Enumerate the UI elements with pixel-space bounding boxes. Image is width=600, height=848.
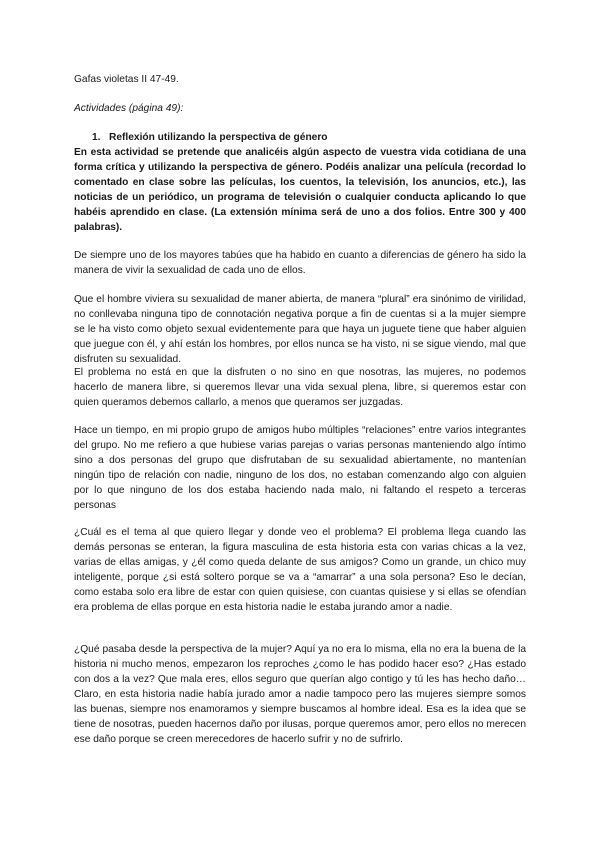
paragraph-3: El problema no está en que la disfruten o no sino en que nosotras, las mujeres, no podemos hacerlo de manera libre, si queremos llevar una vida sexual plena, libre, si queremos estar con quien queramos debemos callarlo, a menos que queramos ser juzgadas. bbox=[74, 367, 526, 408]
activity-number: 1. bbox=[92, 132, 101, 143]
document-title: Gafas violetas II 47-49. bbox=[74, 74, 179, 85]
paragraph-2: Que el hombre viviera su sexualidad de maner abierta, de manera “plural” era sinónimo de virilidad, no conllevaba ninguna tipo de connotación negativa porque a fin de cuentas si a la mujer siempre se le ha visto como objeto sexual evidentemente para que haya un juguete tiene que haber alguien que juegue con él, y ahí están los hombres, por ellos nunca se ha visto, ni se sigue viendo, mal que disfruten su sexualidad. bbox=[74, 294, 526, 365]
paragraph-1: De siempre uno de los mayores tabúes que ha habido en cuanto a diferencias de género ha sido la manera de vivir la sexualidad de cada uno de ellos. bbox=[74, 250, 526, 276]
paragraph-4: Hace un tiempo, en mi propio grupo de amigos hubo múltiples “relaciones” entre varios integrantes del grupo. No me refiero a que hubiese varias parejas o varias personas manteniendo algo íntimo sino a dos personas del grupo que disfrutaban de su sexualidad abiertamente, no mantenían ningún tipo de relación con nadie, ninguno de los dos, no estaban comenzando algo con alguien por lo que ninguno de los dos estaba haciendo nada malo, ni faltando el respeto a terceras personas bbox=[74, 425, 526, 511]
activities-subtitle: Actividades (página 49): bbox=[74, 103, 184, 114]
activity-instructions: En esta actividad se pretende que analicéis algún aspecto de vuestra vida cotidiana de una forma crítica y utilizando la perspectiva de género. Podéis analizar una película (recordad lo comentado en clase sobre las películas, los cuentos, la televisión, los anuncios, etc.), las noticias de un periódico, un programa de televisión o cualquier conducta aplicando lo que habéis aprendido en clase. (La extensión mínima será de uno a dos folios. Entre 300 y 400 palabras). bbox=[74, 147, 526, 233]
activity-heading bbox=[92, 130, 526, 145]
activity-heading-text: Reflexión utilizando la perspectiva de género bbox=[109, 132, 328, 143]
paragraph-5: ¿Cuál es el tema al que quiero llegar y donde veo el problema? El problema llega cuando las demás personas se enteran, la figura masculina de esta historia esta con varias chicas a la vez, varias de ellas amigas, y ¿él como queda delante de sus amigos? Como un grande, un chico muy inteligente, porque ¿si está soltero porque se va a “amarrar” a una sola persona? Eso le decían, como estaba solo era libre de estar con quien quisiese, con cuantas quisiese y si ellas se ofendían era problema de ellas porque en esta historia nadie le estaba jurando amor a nadie. bbox=[74, 527, 526, 613]
paragraph-6: ¿Qué pasaba desde la perspectiva de la mujer? Aquí ya no era lo misma, ella no era la buena de la historia ni mucho menos, empezaron los reproches ¿como le has podido hacer eso? ¿Has estado con dos a la vez? Que mala eres, ellos seguro que querían algo contigo y tú les has hecho daño… Claro, en esta historia nadie había jurado amor a nadie tampoco pero las mujeres siempre somos las buenas, siempre nos enamoramos y siempre buscamos al hombre ideal. Esa es la idea que se tiene de nosotras, pueden hacernos daño por ilusas, porque queremos amor, pero ellos no merecen ese daño porque se creen merecedores de hacerlo sufrir y no de sufrirlo. bbox=[74, 644, 526, 745]
